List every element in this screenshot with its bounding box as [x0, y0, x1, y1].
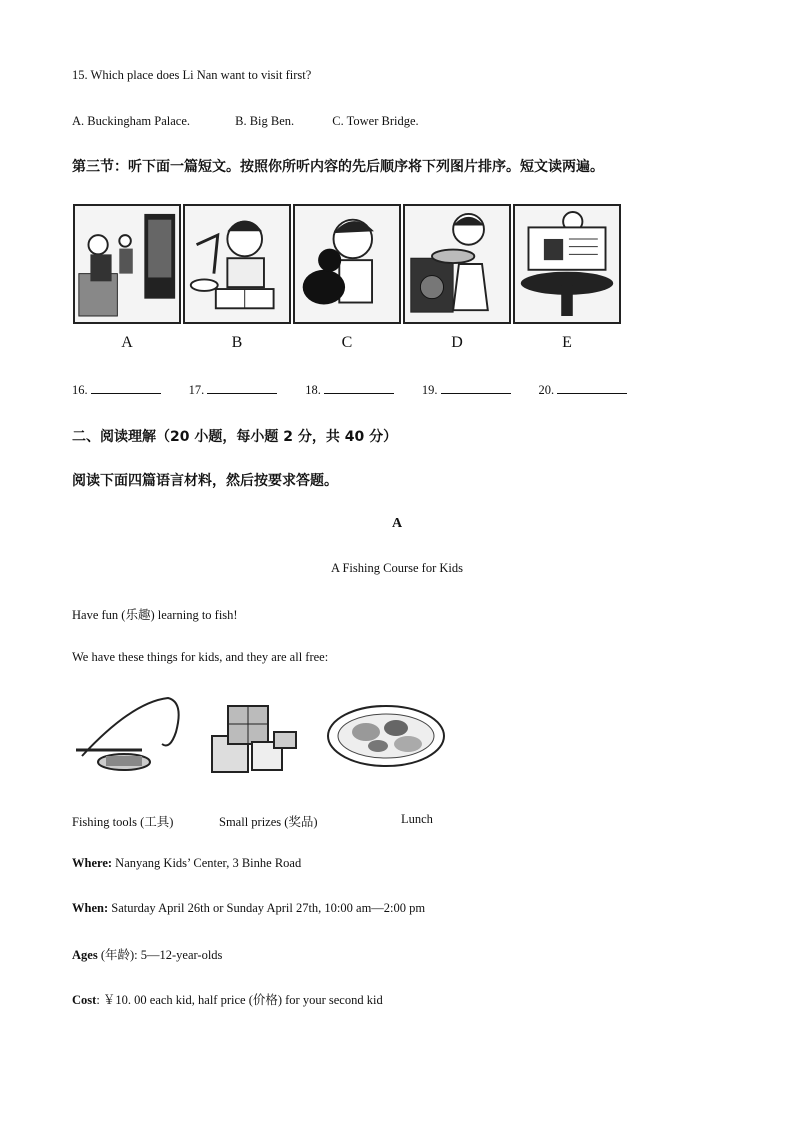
- small-prizes-image: [208, 692, 308, 776]
- blank-19[interactable]: 19.: [422, 383, 511, 398]
- where-line: Where: Nanyang Kids’ Center, 3 Binhe Road: [72, 856, 302, 870]
- passage-intro: Have fun (乐趣) learning to fish!: [72, 608, 238, 622]
- part2-heading: 二、阅读理解（20 小题，每小题 2 分，共 40 分）: [72, 429, 398, 445]
- cost-line: Cost: ￥10. 00 each kid, half price (价格) for your second kid: [72, 993, 383, 1007]
- passage-lead: We have these things for kids, and they are all free:: [72, 650, 329, 664]
- ages-line: Ages (年龄): 5—12-year-olds: [72, 948, 223, 962]
- fishing-tools-image: [72, 692, 184, 776]
- blank-16[interactable]: 16.: [72, 383, 161, 398]
- question-15-options: [72, 114, 419, 129]
- picture-a-watching-tv: [73, 204, 181, 324]
- picture-strip: [73, 204, 621, 324]
- passage-letter: A: [391, 516, 403, 531]
- picture-labels: [73, 334, 621, 352]
- blank-18[interactable]: 18.: [305, 383, 394, 398]
- caption-fishing-tools: Fishing tools (工具): [72, 815, 174, 829]
- answer-blanks: [72, 383, 655, 398]
- blank-17[interactable]: 17.: [189, 383, 278, 398]
- when-line: When: Saturday April 26th or Sunday April 27th, 10:00 am—2:00 pm: [72, 901, 426, 915]
- lunch-plate-image: [326, 692, 446, 776]
- option-b: B. Big Ben.: [235, 114, 295, 128]
- picture-e-reading-newspaper: [513, 204, 621, 324]
- item-images: [72, 692, 446, 776]
- passage-title: A Fishing Course for Kids: [331, 561, 463, 575]
- caption-lunch: Lunch: [401, 812, 433, 826]
- picture-d-woman-with-cake: [403, 204, 511, 324]
- picture-label-e: E: [562, 334, 572, 351]
- picture-label-b: B: [231, 334, 243, 351]
- question-15: 15. Which place does Li Nan want to visit first?: [72, 68, 312, 82]
- part2-instruction: 阅读下面四篇语言材料，然后按要求答题。: [72, 473, 338, 489]
- caption-small-prizes: Small prizes (奖品): [219, 815, 318, 829]
- picture-c-boy-with-dog: [293, 204, 401, 324]
- blank-20[interactable]: 20.: [539, 383, 628, 398]
- section3-heading: 第三节：听下面一篇短文。按照你所听内容的先后顺序将下列图片排序。短文读两遍。: [72, 159, 604, 175]
- option-a: A. Buckingham Palace.: [72, 114, 191, 128]
- picture-b-writing-homework: [183, 204, 291, 324]
- picture-label-c: C: [341, 334, 353, 351]
- picture-label-a: A: [121, 334, 133, 351]
- option-c: C. Tower Bridge.: [332, 114, 419, 128]
- picture-label-d: D: [451, 334, 463, 351]
